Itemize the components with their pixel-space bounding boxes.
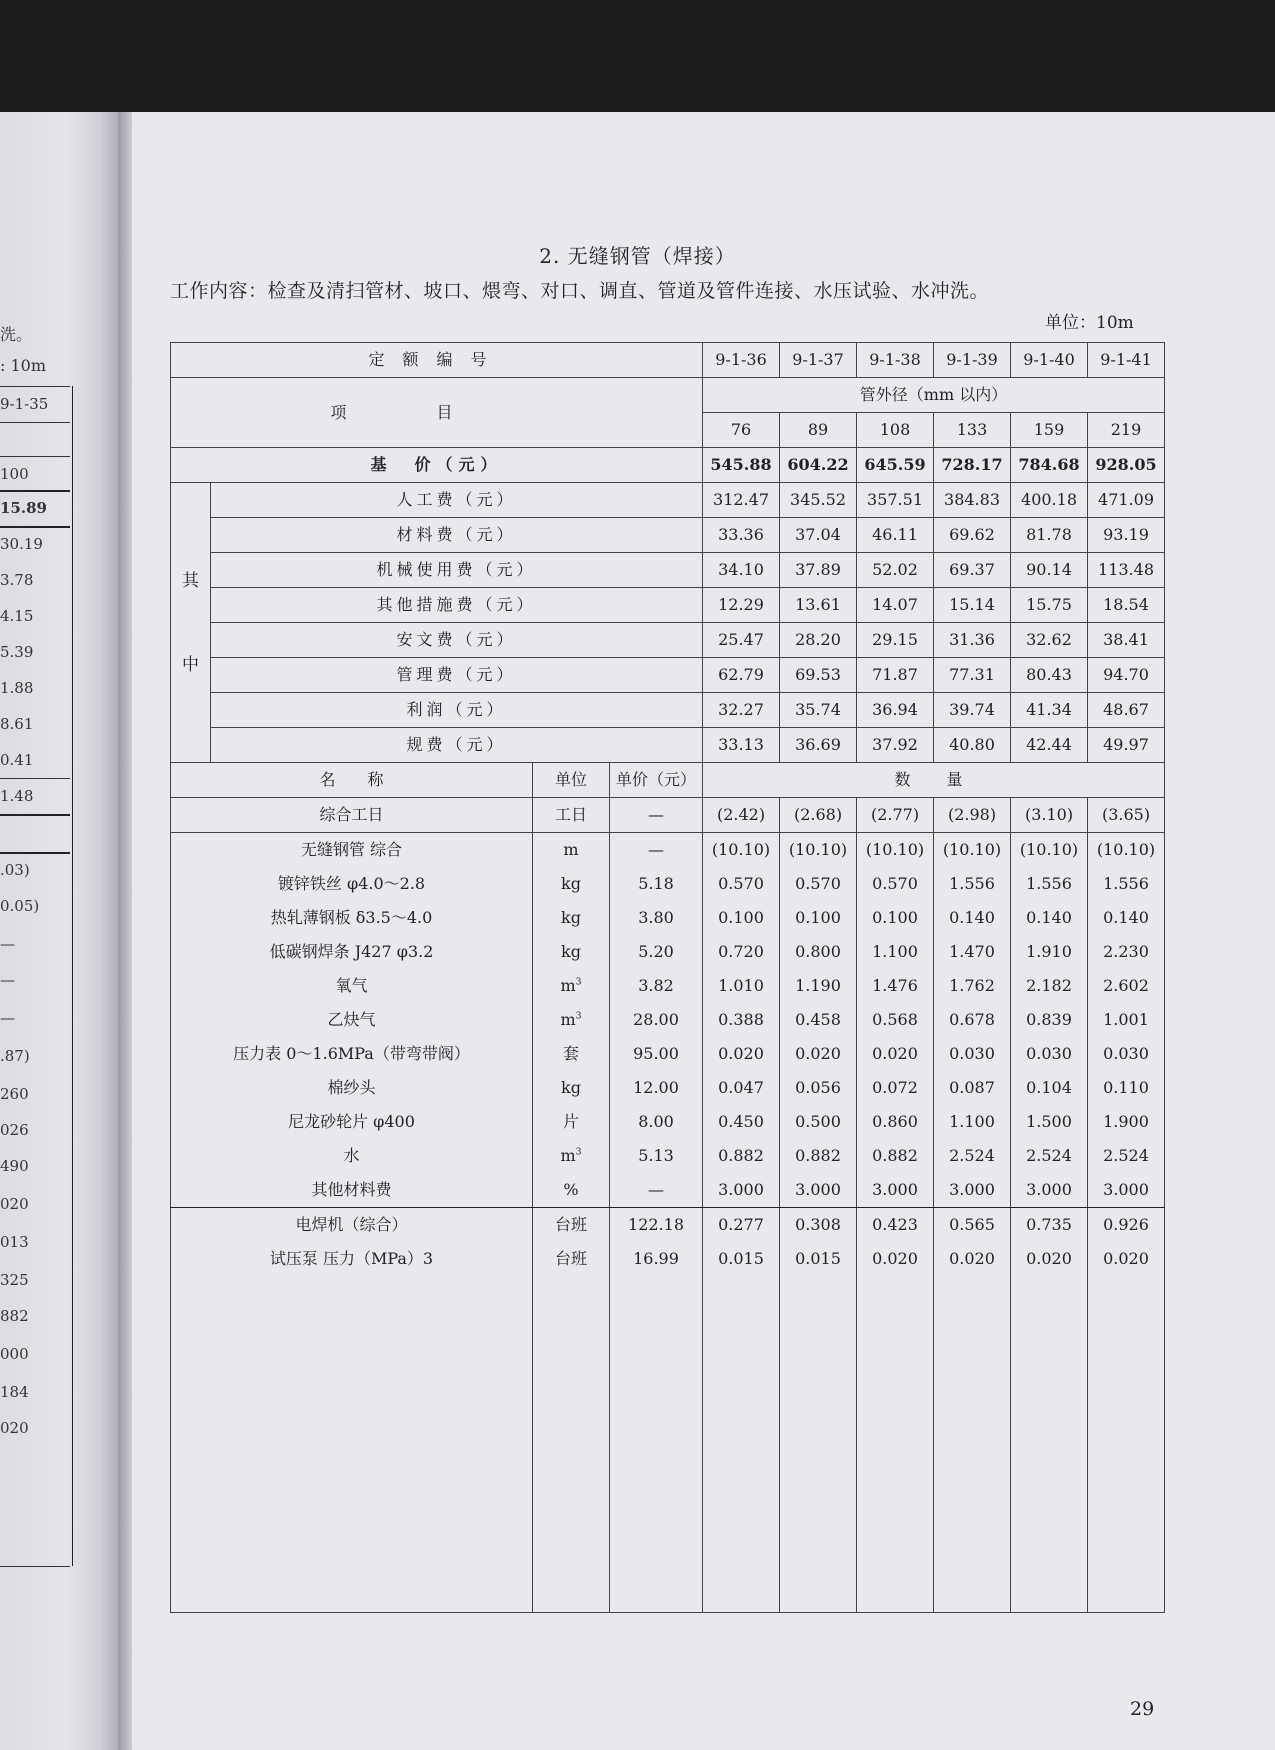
quantity-cell: 1.470 — [934, 935, 1011, 969]
of-which-label-top: 其 — [182, 570, 199, 591]
quantity-cell: 0.882 — [857, 1139, 934, 1173]
code-label: 定额编号 — [171, 343, 703, 378]
diameter-cell: 133 — [934, 413, 1011, 448]
facing-page-rule — [0, 422, 70, 423]
facing-page-cell: 013 — [0, 1233, 29, 1251]
breakdown-value: 77.31 — [934, 658, 1011, 693]
quantity-cell: 1.190 — [780, 969, 857, 1003]
unit-label: 单位：10m — [1045, 313, 1134, 333]
quantity-cell: (2.68) — [780, 798, 857, 833]
empty-cell — [934, 1276, 1011, 1613]
material-row — [171, 1003, 1165, 1037]
page-number: 29 — [1130, 1698, 1155, 1720]
quantity-cell: 0.015 — [780, 1242, 857, 1276]
breakdown-value: 37.04 — [780, 518, 857, 553]
base-price-cell: 928.05 — [1088, 448, 1165, 483]
quantity-cell: 0.104 — [1011, 1071, 1088, 1105]
price-cell: 3.80 — [610, 901, 703, 935]
material-row — [171, 1071, 1165, 1105]
breakdown-value: 384.83 — [934, 483, 1011, 518]
item-name: 氧气 — [171, 969, 533, 1003]
item-name: 其他材料费 — [171, 1173, 533, 1208]
facing-page-cell: .87) — [0, 1047, 30, 1065]
base-price-cell: 784.68 — [1011, 448, 1088, 483]
col-quantity-header: 数 量 — [703, 763, 1165, 798]
price-cell: — — [610, 833, 703, 868]
quantity-cell: 0.100 — [857, 901, 934, 935]
breakdown-value: 32.62 — [1011, 623, 1088, 658]
breakdown-row — [171, 588, 1165, 623]
quantity-cell: 1.476 — [857, 969, 934, 1003]
breakdown-row — [171, 483, 1165, 518]
machine-row — [171, 1208, 1165, 1243]
code-cell: 9-1-40 — [1011, 343, 1088, 378]
item-name: 乙炔气 — [171, 1003, 533, 1037]
quantity-cell: (3.10) — [1011, 798, 1088, 833]
quantity-cell: 0.500 — [780, 1105, 857, 1139]
unit-cell: kg — [533, 867, 610, 901]
quantity-cell: 0.015 — [703, 1242, 780, 1276]
breakdown-name: 规费（元） — [211, 728, 703, 763]
facing-page-rule — [0, 526, 70, 528]
unit-cell: 台班 — [533, 1242, 610, 1276]
breakdown-value: 38.41 — [1088, 623, 1165, 658]
breakdown-value: 52.02 — [857, 553, 934, 588]
quantity-cell: 0.678 — [934, 1003, 1011, 1037]
columns-header-row — [171, 763, 1165, 798]
breakdown-value: 25.47 — [703, 623, 780, 658]
facing-page-cell: 325 — [0, 1271, 29, 1289]
empty-cell — [857, 1276, 934, 1613]
unit-cell: 片 — [533, 1105, 610, 1139]
breakdown-value: 69.53 — [780, 658, 857, 693]
base-price-cell: 604.22 — [780, 448, 857, 483]
facing-page-cell: 8.61 — [0, 715, 34, 733]
quantity-cell: 0.926 — [1088, 1208, 1165, 1243]
quantity-cell: 3.000 — [1011, 1173, 1088, 1208]
facing-page-fragment: 洗。 — [0, 325, 33, 344]
breakdown-value: 94.70 — [1088, 658, 1165, 693]
code-cell: 9-1-39 — [934, 343, 1011, 378]
breakdown-value: 71.87 — [857, 658, 934, 693]
quantity-cell: 0.423 — [857, 1208, 934, 1243]
of-which-label — [171, 483, 211, 763]
quantity-cell: 0.570 — [857, 867, 934, 901]
diameter-cell: 76 — [703, 413, 780, 448]
material-row — [171, 1139, 1165, 1173]
price-cell: 16.99 — [610, 1242, 703, 1276]
quantity-cell: 1.910 — [1011, 935, 1088, 969]
item-name: 电焊机（综合） — [171, 1208, 533, 1243]
unit-cell: 台班 — [533, 1208, 610, 1243]
section-title: 2. 无缝钢管（焊接） — [539, 244, 736, 268]
empty-cell — [1088, 1276, 1165, 1613]
col-unit-header: 单位 — [533, 763, 610, 798]
breakdown-value: 69.37 — [934, 553, 1011, 588]
facing-page-cell: — — [0, 1009, 15, 1027]
diameter-header-row — [171, 378, 1165, 413]
base-price-cell: 728.17 — [934, 448, 1011, 483]
quantity-cell: 1.010 — [703, 969, 780, 1003]
item-name: 低碳钢焊条 J427 φ3.2 — [171, 935, 533, 969]
quantity-cell: 1.001 — [1088, 1003, 1165, 1037]
breakdown-value: 113.48 — [1088, 553, 1165, 588]
diameter-cell: 219 — [1088, 413, 1165, 448]
code-row — [171, 343, 1165, 378]
code-cell: 9-1-36 — [703, 343, 780, 378]
breakdown-value: 36.69 — [780, 728, 857, 763]
scan-background-top — [0, 0, 1275, 112]
price-cell: 3.82 — [610, 969, 703, 1003]
price-cell: 5.18 — [610, 867, 703, 901]
quantity-cell: 0.140 — [934, 901, 1011, 935]
quantity-cell: (10.10) — [934, 833, 1011, 868]
breakdown-value: 32.27 — [703, 693, 780, 728]
breakdown-value: 42.44 — [1011, 728, 1088, 763]
quantity-cell: 2.524 — [1011, 1139, 1088, 1173]
facing-page-cell: 020 — [0, 1419, 29, 1437]
unit-cell: m — [533, 833, 610, 868]
facing-page-cell: 0.05) — [0, 897, 40, 915]
quantity-cell: 0.020 — [857, 1242, 934, 1276]
breakdown-value: 345.52 — [780, 483, 857, 518]
base-price-label: 基 价（元） — [171, 448, 703, 483]
facing-page-cell — [0, 422, 72, 458]
quantity-cell: 1.556 — [934, 867, 1011, 901]
price-cell: — — [610, 1173, 703, 1208]
quantity-cell: (2.42) — [703, 798, 780, 833]
quantity-cell: 0.110 — [1088, 1071, 1165, 1105]
quantity-cell: (10.10) — [1011, 833, 1088, 868]
quantity-cell: 0.735 — [1011, 1208, 1088, 1243]
diameter-cell: 108 — [857, 413, 934, 448]
filler-row — [171, 1276, 1165, 1613]
breakdown-value: 18.54 — [1088, 588, 1165, 623]
unit-cell: kg — [533, 1071, 610, 1105]
quantity-cell: 0.047 — [703, 1071, 780, 1105]
quantity-cell: 0.388 — [703, 1003, 780, 1037]
facing-page-cell: 9-1-35 — [0, 395, 49, 413]
quantity-cell: 0.030 — [1011, 1037, 1088, 1071]
item-name: 热轧薄钢板 δ3.5～4.0 — [171, 901, 533, 935]
material-row — [171, 1037, 1165, 1071]
breakdown-value: 33.36 — [703, 518, 780, 553]
quantity-cell: 1.556 — [1088, 867, 1165, 901]
item-name: 试压泵 压力（MPa）3 — [171, 1242, 533, 1276]
quantity-cell: 3.000 — [857, 1173, 934, 1208]
empty-cell — [703, 1276, 780, 1613]
breakdown-value: 49.97 — [1088, 728, 1165, 763]
empty-cell — [610, 1276, 703, 1613]
quantity-cell: 0.450 — [703, 1105, 780, 1139]
breakdown-value: 13.61 — [780, 588, 857, 623]
breakdown-value: 12.29 — [703, 588, 780, 623]
facing-page-cell: 000 — [0, 1345, 29, 1363]
quantity-cell: 0.308 — [780, 1208, 857, 1243]
item-label: 项目 — [171, 378, 703, 448]
quantity-cell: 0.020 — [703, 1037, 780, 1071]
quantity-cell: 0.839 — [1011, 1003, 1088, 1037]
quantity-cell: 0.570 — [780, 867, 857, 901]
facing-page-cell: 3.78 — [0, 571, 34, 589]
quantity-cell: 0.100 — [780, 901, 857, 935]
base-price-row — [171, 448, 1165, 483]
breakdown-name: 材料费（元） — [211, 518, 703, 553]
breakdown-value: 80.43 — [1011, 658, 1088, 693]
quantity-cell: 2.602 — [1088, 969, 1165, 1003]
unit-cell: $m^3$ — [533, 1003, 610, 1037]
breakdown-value: 90.14 — [1011, 553, 1088, 588]
quantity-cell: 2.182 — [1011, 969, 1088, 1003]
quantity-cell: 0.072 — [857, 1071, 934, 1105]
col-price-header: 单价（元） — [610, 763, 703, 798]
facing-page-rule — [0, 852, 70, 854]
base-price-cell: 545.88 — [703, 448, 780, 483]
quantity-cell: 1.100 — [857, 935, 934, 969]
material-row — [171, 901, 1165, 935]
breakdown-value: 471.09 — [1088, 483, 1165, 518]
machine-row — [171, 1242, 1165, 1276]
diameter-label: 管外径（mm 以内） — [703, 378, 1165, 413]
breakdown-value: 48.67 — [1088, 693, 1165, 728]
facing-page-rule — [0, 386, 70, 387]
quantity-cell: 0.458 — [780, 1003, 857, 1037]
quantity-cell: 1.556 — [1011, 867, 1088, 901]
breakdown-value: 14.07 — [857, 588, 934, 623]
of-which-label-bottom: 中 — [182, 654, 199, 675]
breakdown-row — [171, 728, 1165, 763]
breakdown-value: 33.13 — [703, 728, 780, 763]
quantity-cell: 0.140 — [1088, 901, 1165, 935]
facing-page-cell — [0, 814, 72, 850]
facing-page-cell: 30.19 — [0, 535, 43, 553]
item-name: 水 — [171, 1139, 533, 1173]
price-cell: 5.20 — [610, 935, 703, 969]
quantity-cell: 3.000 — [703, 1173, 780, 1208]
breakdown-value: 93.19 — [1088, 518, 1165, 553]
breakdown-value: 41.34 — [1011, 693, 1088, 728]
breakdown-row — [171, 553, 1165, 588]
quantity-cell: 0.140 — [1011, 901, 1088, 935]
facing-page-cell: 020 — [0, 1195, 29, 1213]
code-cell: 9-1-37 — [780, 343, 857, 378]
unit-cell: 工日 — [533, 798, 610, 833]
quantity-cell: 2.524 — [934, 1139, 1011, 1173]
facing-page-cell: 490 — [0, 1157, 29, 1175]
quantity-cell: 3.000 — [1088, 1173, 1165, 1208]
material-row — [171, 1105, 1165, 1139]
empty-cell — [780, 1276, 857, 1613]
facing-page-rule — [0, 1566, 70, 1567]
breakdown-value: 46.11 — [857, 518, 934, 553]
quantity-cell: 2.524 — [1088, 1139, 1165, 1173]
facing-page-cell: 0.41 — [0, 751, 34, 769]
item-name: 镀锌铁丝 φ4.0～2.8 — [171, 867, 533, 901]
facing-page-cell: 026 — [0, 1121, 29, 1139]
facing-page-cell: 1.88 — [0, 679, 34, 697]
quantity-cell: 1.900 — [1088, 1105, 1165, 1139]
breakdown-value: 29.15 — [857, 623, 934, 658]
col-name-header: 名 称 — [171, 763, 533, 798]
facing-page-cell: .03) — [0, 861, 30, 879]
quantity-cell: 0.020 — [1011, 1242, 1088, 1276]
quantity-cell: 0.882 — [780, 1139, 857, 1173]
price-cell: 8.00 — [610, 1105, 703, 1139]
breakdown-name: 安文费（元） — [211, 623, 703, 658]
diameter-cell: 89 — [780, 413, 857, 448]
facing-page-cell: — — [0, 971, 15, 989]
quantity-cell: 1.762 — [934, 969, 1011, 1003]
breakdown-value: 31.36 — [934, 623, 1011, 658]
diameter-cell: 159 — [1011, 413, 1088, 448]
quantity-cell: 0.030 — [934, 1037, 1011, 1071]
facing-page-rule — [0, 456, 70, 457]
facing-page-cell: — — [0, 935, 15, 953]
item-name: 压力表 0～1.6MPa（带弯带阀） — [171, 1037, 533, 1071]
facing-page-table — [0, 386, 73, 1566]
quantity-cell: 0.020 — [1088, 1242, 1165, 1276]
breakdown-name: 管理费（元） — [211, 658, 703, 693]
quantity-cell: (2.98) — [934, 798, 1011, 833]
unit-cell: 套 — [533, 1037, 610, 1071]
quantity-cell: 0.882 — [703, 1139, 780, 1173]
breakdown-value: 40.80 — [934, 728, 1011, 763]
quantity-cell: 0.277 — [703, 1208, 780, 1243]
item-name: 棉纱头 — [171, 1071, 533, 1105]
breakdown-value: 37.89 — [780, 553, 857, 588]
quantity-cell: 0.020 — [934, 1242, 1011, 1276]
facing-page-edge — [0, 112, 122, 1750]
facing-page-cell: 4.15 — [0, 607, 34, 625]
facing-page-cell: 260 — [0, 1085, 29, 1103]
unit-cell: kg — [533, 901, 610, 935]
breakdown-value: 69.62 — [934, 518, 1011, 553]
quantity-cell: 0.020 — [780, 1037, 857, 1071]
empty-cell — [171, 1276, 533, 1613]
unit-cell: $m^3$ — [533, 969, 610, 1003]
quantity-cell: 0.020 — [857, 1037, 934, 1071]
facing-page-cell: 5.39 — [0, 643, 34, 661]
breakdown-value: 15.14 — [934, 588, 1011, 623]
quantity-cell: 0.568 — [857, 1003, 934, 1037]
facing-page-cell: 100 — [0, 465, 29, 483]
code-cell: 9-1-41 — [1088, 343, 1165, 378]
item-name: 综合工日 — [171, 798, 533, 833]
material-row — [171, 1173, 1165, 1208]
price-cell: 28.00 — [610, 1003, 703, 1037]
quantity-cell: (10.10) — [1088, 833, 1165, 868]
breakdown-value: 28.20 — [780, 623, 857, 658]
breakdown-value: 34.10 — [703, 553, 780, 588]
facing-page-rule — [0, 814, 70, 816]
price-cell: 95.00 — [610, 1037, 703, 1071]
price-cell: — — [610, 798, 703, 833]
quantity-cell: (10.10) — [703, 833, 780, 868]
empty-cell — [533, 1276, 610, 1613]
breakdown-value: 312.47 — [703, 483, 780, 518]
material-row — [171, 867, 1165, 901]
price-cell: 122.18 — [610, 1208, 703, 1243]
breakdown-value: 36.94 — [857, 693, 934, 728]
breakdown-row — [171, 623, 1165, 658]
breakdown-row — [171, 518, 1165, 553]
breakdown-name: 利润（元） — [211, 693, 703, 728]
price-cell: 12.00 — [610, 1071, 703, 1105]
breakdown-value: 35.74 — [780, 693, 857, 728]
quantity-cell: 0.030 — [1088, 1037, 1165, 1071]
breakdown-value: 81.78 — [1011, 518, 1088, 553]
quota-table — [170, 342, 1165, 1613]
quantity-cell: (3.65) — [1088, 798, 1165, 833]
work-content: 工作内容：检查及清扫管材、坡口、煨弯、对口、调直、管道及管件连接、水压试验、水冲洗。 — [170, 280, 990, 302]
facing-page-fragment: : 10m — [0, 356, 47, 375]
material-row — [171, 833, 1165, 868]
breakdown-row — [171, 693, 1165, 728]
breakdown-name: 其他措施费（元） — [211, 588, 703, 623]
facing-page-cell: 15.89 — [0, 499, 47, 517]
quantity-cell: 1.500 — [1011, 1105, 1088, 1139]
unit-cell: % — [533, 1173, 610, 1208]
quantity-cell: 1.100 — [934, 1105, 1011, 1139]
quantity-cell: 0.565 — [934, 1208, 1011, 1243]
quantity-cell: 3.000 — [780, 1173, 857, 1208]
quantity-cell: (10.10) — [780, 833, 857, 868]
breakdown-value: 400.18 — [1011, 483, 1088, 518]
quantity-cell: 0.087 — [934, 1071, 1011, 1105]
quantity-cell: (2.77) — [857, 798, 934, 833]
facing-page-rule — [0, 490, 70, 492]
unit-cell: $m^3$ — [533, 1139, 610, 1173]
price-cell: 5.13 — [610, 1139, 703, 1173]
item-name: 尼龙砂轮片 φ400 — [171, 1105, 533, 1139]
labor-row — [171, 798, 1165, 833]
quantity-cell: 0.800 — [780, 935, 857, 969]
quantity-cell: 0.100 — [703, 901, 780, 935]
empty-cell — [1011, 1276, 1088, 1613]
breakdown-value: 15.75 — [1011, 588, 1088, 623]
breakdown-name: 机械使用费（元） — [211, 553, 703, 588]
quantity-cell: (10.10) — [857, 833, 934, 868]
quantity-cell: 0.570 — [703, 867, 780, 901]
quantity-cell: 2.230 — [1088, 935, 1165, 969]
facing-page-rule — [0, 778, 70, 779]
facing-page-cell: 184 — [0, 1383, 29, 1401]
facing-page-cell: 1.48 — [0, 787, 34, 805]
breakdown-value: 357.51 — [857, 483, 934, 518]
material-row — [171, 935, 1165, 969]
breakdown-value: 37.92 — [857, 728, 934, 763]
quantity-cell: 0.860 — [857, 1105, 934, 1139]
base-price-cell: 645.59 — [857, 448, 934, 483]
unit-cell: kg — [533, 935, 610, 969]
quantity-cell: 0.720 — [703, 935, 780, 969]
breakdown-name: 人工费（元） — [211, 483, 703, 518]
breakdown-value: 39.74 — [934, 693, 1011, 728]
item-name: 无缝钢管 综合 — [171, 833, 533, 868]
material-row — [171, 969, 1165, 1003]
breakdown-value: 62.79 — [703, 658, 780, 693]
facing-page-cell: 882 — [0, 1307, 29, 1325]
breakdown-row — [171, 658, 1165, 693]
quantity-cell: 0.056 — [780, 1071, 857, 1105]
quantity-cell: 3.000 — [934, 1173, 1011, 1208]
code-cell: 9-1-38 — [857, 343, 934, 378]
